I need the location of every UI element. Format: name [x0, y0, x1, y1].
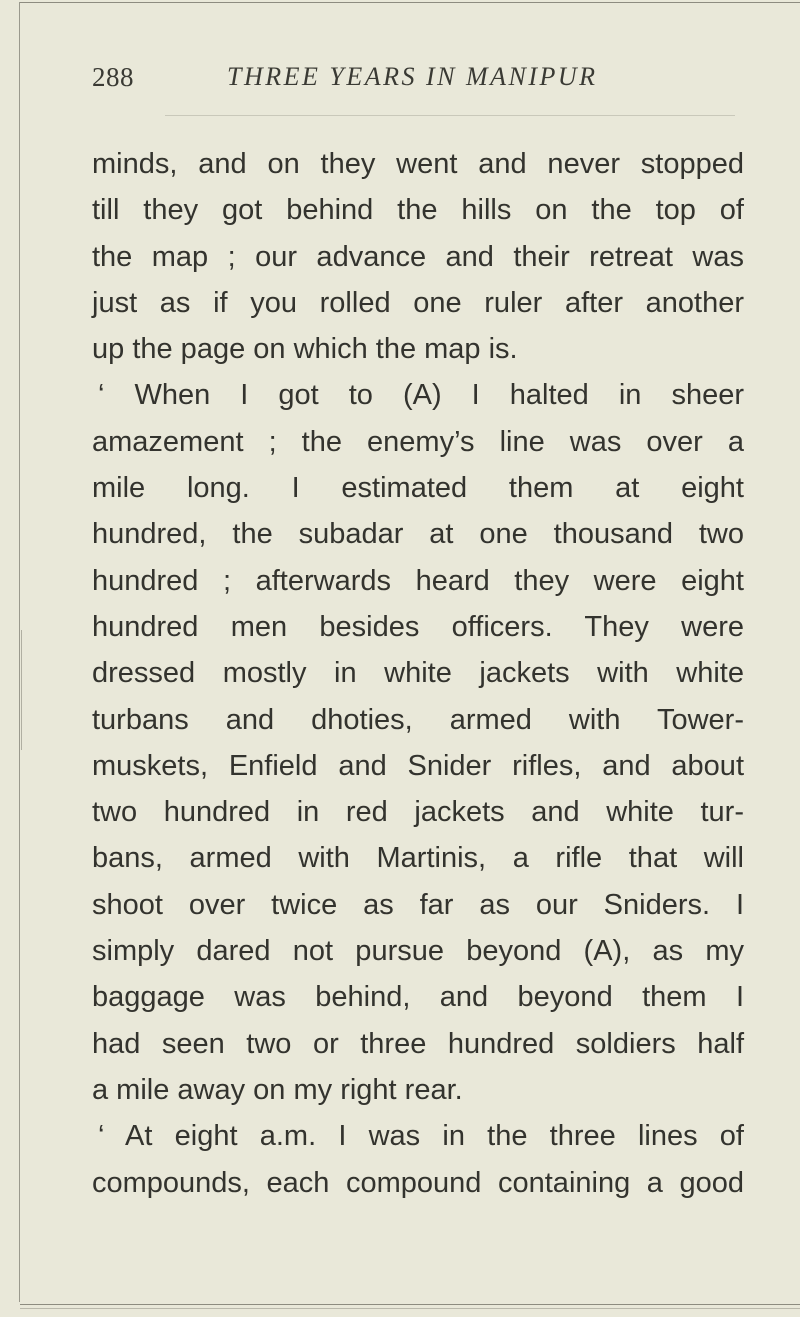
text-line: amazement ; the enemy’s line was over a: [92, 425, 744, 458]
text-line: minds, and on they went and never stopped: [92, 148, 744, 180]
text-line: compounds, each compound containing a good: [92, 1166, 744, 1199]
text-line: up the page on which the map is.: [92, 333, 518, 366]
text-line: hundred ; afterwards heard they were eight: [92, 564, 744, 597]
page-number: 288: [92, 62, 134, 92]
text-line: simply dared not pursue beyond (A), as my: [92, 935, 744, 968]
text-line: till they got behind the hills on the top of: [92, 194, 744, 227]
text-line: ‘ At eight a.m. I was in the three lines of: [98, 1120, 744, 1153]
running-head: [92, 62, 752, 102]
left-inner-rule: [21, 630, 22, 750]
header-rule: [165, 115, 735, 116]
text-line: the map ; our advance and their retreat was: [92, 240, 744, 273]
text-line: a mile away on my right rear.: [92, 1073, 463, 1106]
text-line: two hundred in red jackets and white tur-: [92, 796, 744, 829]
text-line: turbans and dhoties, armed with Tower-: [92, 703, 744, 736]
text-line: muskets, Enfield and Snider rifles, and about: [92, 749, 744, 782]
text-line: hundred, the subadar at one thousand two: [92, 518, 744, 551]
text-line: baggage was behind, and beyond them I: [92, 981, 744, 1014]
text-line: hundred men besides officers. They were: [92, 610, 744, 643]
top-border-rule: [20, 2, 800, 3]
text-line: had seen two or three hundred soldiers half: [92, 1027, 744, 1060]
text-line: just as if you rolled one ruler after another: [92, 286, 744, 319]
text-line: ‘ When I got to (A) I halted in sheer: [98, 379, 744, 412]
running-title: THREE YEARS IN MANIPUR: [227, 62, 598, 91]
text-line: mile long. I estimated them at eight: [92, 472, 744, 505]
bottom-border-rule: [20, 1304, 800, 1305]
left-border-rule: [19, 2, 20, 1302]
body-text: [92, 141, 744, 1206]
text-line: shoot over twice as far as our Sniders. I: [92, 888, 744, 921]
bottom-border-rule-inner: [20, 1308, 800, 1309]
text-line: bans, armed with Martinis, a rifle that will: [92, 842, 744, 875]
text-line: dressed mostly in white jackets with white: [92, 657, 744, 690]
